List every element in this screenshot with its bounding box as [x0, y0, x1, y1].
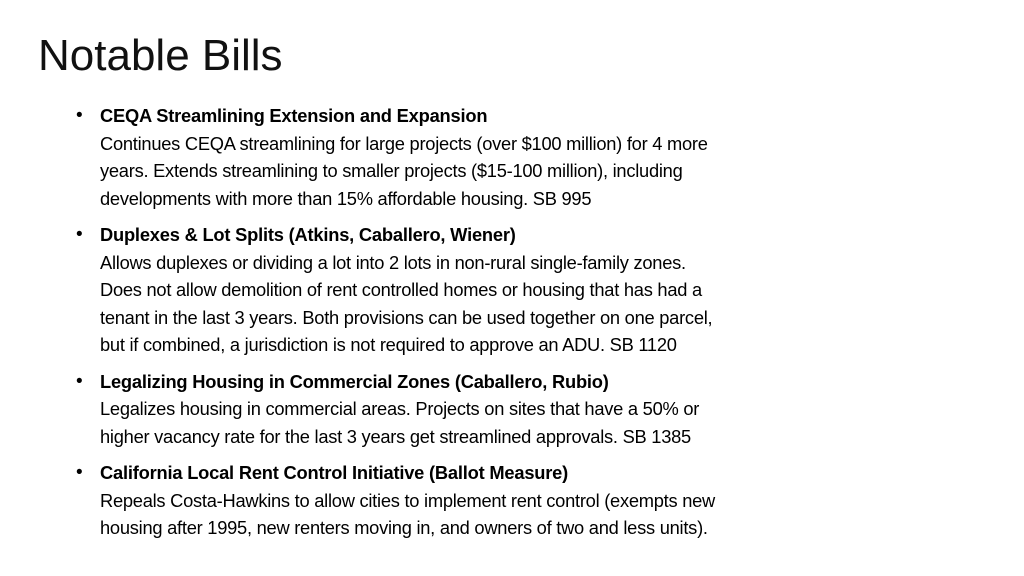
description-line: Does not allow demolition of rent controlled homes or housing that has had a [100, 279, 702, 300]
bill-description [100, 395, 956, 450]
description-line: but if combined, a jurisdiction is not required to approve an ADU. SB 1120 [100, 334, 677, 355]
slide-title: Notable Bills [38, 31, 283, 80]
bill-heading: Legalizing Housing in Commercial Zones (Caballero, Rubio) [100, 370, 609, 392]
bill-item-commercial-zones [76, 368, 956, 451]
bill-heading: California Local Rent Control Initiative (Ballot Measure) [100, 462, 569, 483]
description-line: higher vacancy rate for the last 3 years get streamlined approvals. SB 1385 [100, 425, 691, 447]
bill-description [100, 487, 956, 542]
bullet-icon: • [76, 105, 83, 126]
bill-description [100, 249, 956, 359]
bullet-icon: • [76, 462, 83, 483]
description-line: Allows duplexes or dividing a lot into 2 lots in non-rural single-family zones. [100, 251, 686, 273]
bill-list [76, 102, 956, 551]
bullet-icon: • [76, 224, 83, 245]
bill-heading: CEQA Streamlining Extension and Expansion [100, 105, 488, 126]
description-line: Continues CEQA streamlining for large projects (over $100 million) for 4 more [100, 132, 708, 154]
bill-item-rent-control [76, 459, 956, 542]
description-line: housing after 1995, new renters moving in, and owners of two and less units). [100, 517, 708, 538]
description-line: developments with more than 15% affordable housing. SB 995 [100, 187, 592, 209]
bill-item-duplexes [76, 221, 956, 359]
description-line: tenant in the last 3 years. Both provisions can be used together on one parcel, [100, 306, 713, 328]
description-line: Legalizes housing in commercial areas. Projects on sites that have a 50% or [100, 398, 700, 419]
bill-heading: Duplexes & Lot Splits (Atkins, Caballero, Wiener) [100, 224, 516, 245]
bill-item-ceqa [76, 102, 956, 212]
description-line: Repeals Costa-Hawkins to allow cities to implement rent control (exempts new [100, 489, 716, 511]
bill-description [100, 130, 956, 213]
description-line: years. Extends streamlining to smaller projects ($15-100 million), including [100, 160, 683, 181]
bullet-icon: • [76, 370, 83, 392]
